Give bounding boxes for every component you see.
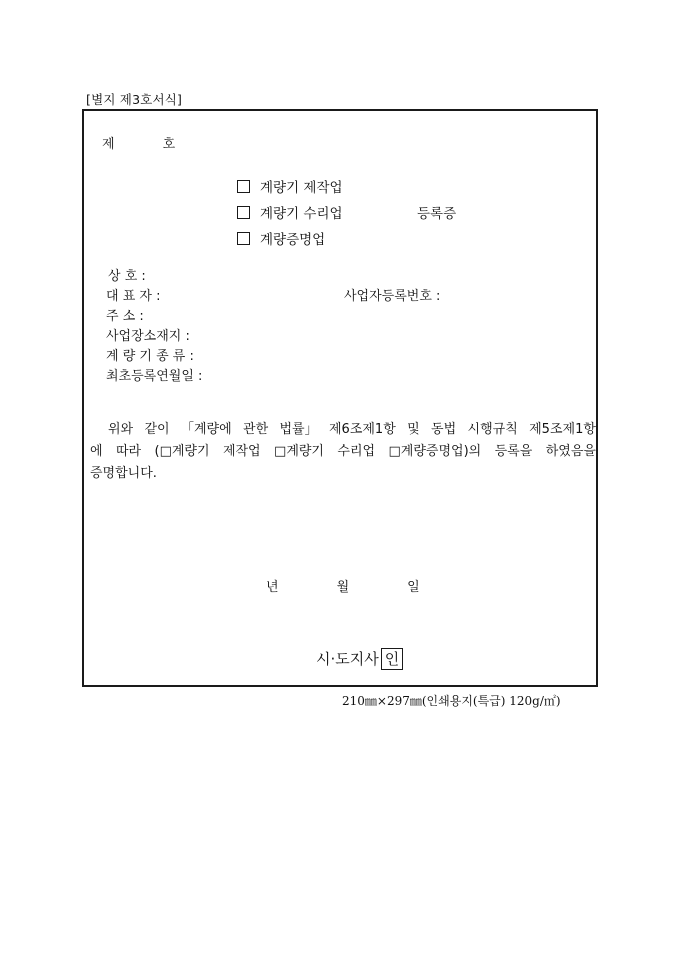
checkbox-icon (237, 206, 250, 219)
field-business-location: 사업장소재지 : (106, 329, 190, 344)
option-label: 계량증명업 (260, 232, 326, 248)
option-label: 계량기 제작업 (260, 180, 343, 196)
field-meter-types: 계 량 기 종 류 : (106, 349, 194, 364)
certificate-type-options (237, 175, 457, 253)
statement-word: □계량기 (274, 444, 324, 459)
seal-box: 인 (381, 648, 404, 670)
statement-word: 제5조제1항 (529, 422, 596, 437)
option-repair (237, 201, 457, 227)
statement-word: □계량증명업)의 (388, 444, 482, 459)
statement-word: 따라 (115, 444, 142, 459)
issuer-name: 시·도지사 (316, 650, 379, 668)
number-prefix: 제 (102, 137, 115, 152)
statement-word: 하였음을 (545, 444, 596, 459)
issuer-signature (316, 648, 403, 670)
form-label: [별지 제3호서식] (86, 92, 183, 107)
statement-word: 에 (90, 444, 103, 459)
field-representative: 대 표 자 : (106, 289, 161, 304)
option-certification (237, 227, 343, 253)
statement-word: 제6조제1항 (328, 422, 396, 437)
date-year: 년 (266, 580, 279, 595)
statement-word: 「계량에 (180, 422, 232, 437)
statement-line-3: 증명합니다. (90, 466, 157, 481)
number-suffix: 호 (162, 137, 176, 152)
certification-statement (90, 419, 596, 485)
field-first-registration: 최초등록연월일 : (106, 369, 203, 384)
registration-fields (106, 267, 202, 387)
certificate-title: 등록증 (417, 206, 457, 222)
statement-word: 시행규칙 (467, 422, 518, 437)
checkbox-icon (237, 180, 250, 193)
statement-word: (□계량기 (154, 444, 210, 459)
statement-word: 관한 (243, 422, 269, 437)
paper-spec: 210㎜×297㎜(인쇄용지(특급) 120g/㎡) (342, 694, 561, 708)
statement-word: 수리업 (337, 444, 376, 459)
statement-word: 제작업 (222, 444, 261, 459)
checkbox-icon (237, 232, 250, 245)
statement-line-2 (90, 441, 596, 463)
statement-line-1 (90, 419, 596, 441)
certificate-number-line (102, 133, 175, 152)
date-day: 일 (407, 580, 420, 595)
field-trade-name: 상 호 : (108, 269, 146, 284)
date-month: 월 (336, 580, 350, 595)
statement-word: 위와 (108, 422, 134, 437)
field-business-reg-no: 사업자등록번호 : (344, 289, 441, 304)
statement-word: 법률」 (279, 422, 318, 437)
field-address: 주 소 : (106, 309, 144, 324)
statement-word: 및 (407, 422, 420, 437)
statement-word: 동법 (431, 422, 457, 437)
statement-word: 등록을 (494, 444, 533, 459)
statement-word: 같이 (144, 422, 170, 437)
issue-date (266, 576, 420, 595)
certificate-frame (82, 109, 598, 687)
option-label: 계량기 수리업 (260, 206, 343, 222)
option-manufacturing (237, 175, 343, 201)
